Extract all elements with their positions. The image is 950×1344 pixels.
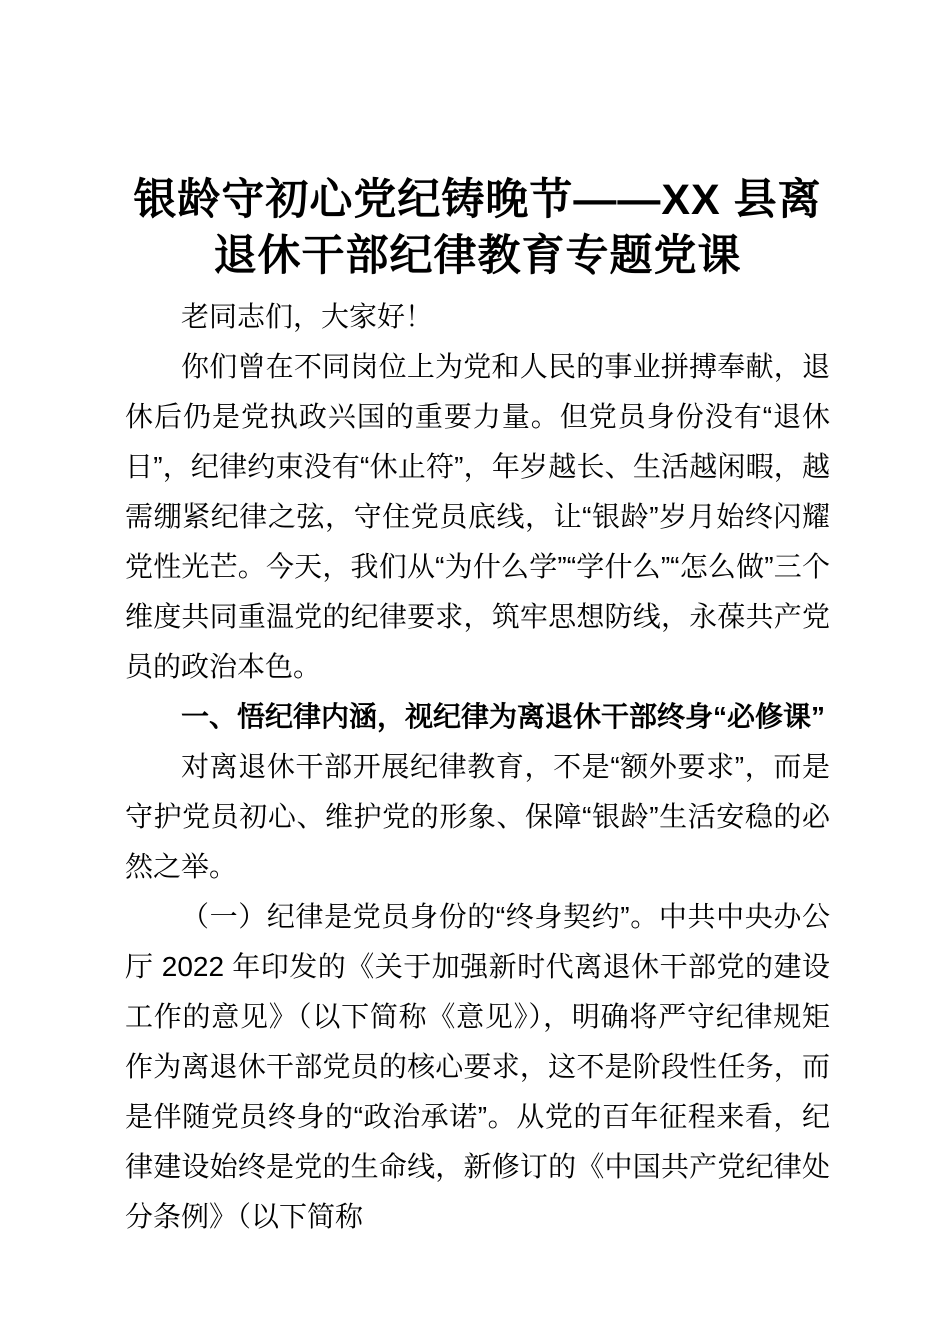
page-title: 银龄守初心党纪铸晚节——XX 县离退休干部纪律教育专题党课	[133, 176, 822, 280]
document-body	[125, 292, 830, 1242]
paragraph-point-1: （一）纪律是党员身份的“终身契约”。中共中央办公厅 2022 年印发的《关于加强新时代离退休干部党的建设工作的意见》（以下简称《意见》），明确将严守纪律规矩作为离退休干部党员的核心要求，这不是阶段性任务，而是伴随党员终身的“政治承诺”。从党的百年征程来看，纪律建设始终是党的生命线，新修订的《中国共产党纪律处分条例》（以下简称	[125, 901, 830, 1232]
paragraph-intro: 你们曾在不同岗位上为党和人民的事业拼搏奉献，退休后仍是党执政兴国的重要力量。但党员身份没有“退休日”，纪律约束没有“休止符”，年岁越长、生活越闲暇，越需绷紧纪律之弦，守住党员底线，让“银龄”岁月始终闪耀党性光芒。今天，我们从“为什么学”“学什么”“怎么做”三个维度共同重温党的纪律要求，筑牢思想防线，永葆共产党员的政治本色。	[125, 351, 830, 682]
paragraph-greeting: 老同志们，大家好！	[181, 301, 434, 332]
section-heading-1: 一、悟纪律内涵，视纪律为离退休干部终身“必修课”	[181, 701, 826, 732]
paragraph-section1-intro: 对离退休干部开展纪律教育，不是“额外要求”，而是守护党员初心、维护党的形象、保障“银龄”生活安稳的必然之举。	[125, 751, 830, 882]
